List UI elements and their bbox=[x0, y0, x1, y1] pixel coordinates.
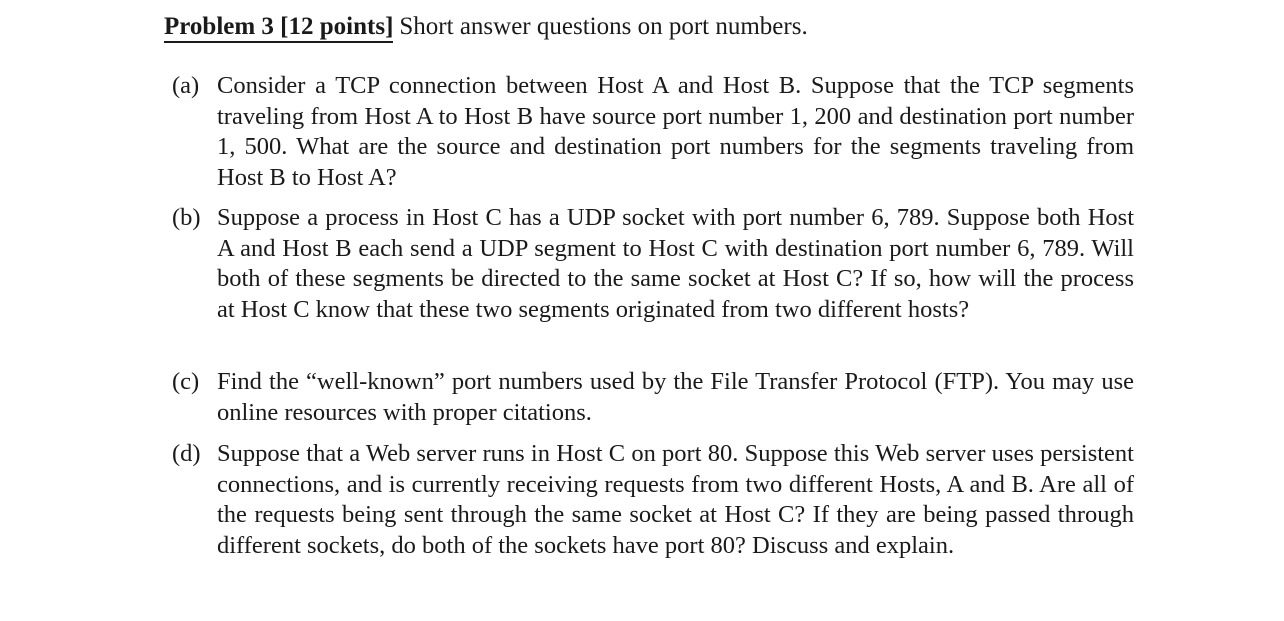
question-label: (a) bbox=[172, 72, 200, 99]
problem-description: Short answer questions on port numbers. bbox=[399, 13, 808, 40]
question-text: Suppose that a Web server runs in Host C on port 80. Suppose this Web server uses persistent connections, and is currently receiving requests from two different Hosts, A and B. Are all of the requests being sent through the same socket at Host C? If they are being passed through different sockets, do both of the sockets have port 80? Discuss and explain. bbox=[217, 440, 1134, 559]
question-text: Suppose a process in Host C has a UDP socket with port number 6, 789. Suppose both Host A and Host B each send a UDP segment to Host C with destination port number 6, 789. Will both of these segments be directed to the same socket at Host C? If so, how will the process at Host C know that these two segments originated from two different hosts? bbox=[217, 204, 1134, 323]
question-a bbox=[172, 71, 1134, 193]
question-text: Consider a TCP connection between Host A and Host B. Suppose that the TCP segments traveling from Host A to Host B have source port number 1, 200 and destination port number 1, 500. What are the source and destination port numbers for the segments traveling from Host B to Host A? bbox=[217, 72, 1134, 191]
question-b bbox=[172, 203, 1134, 325]
question-c bbox=[172, 367, 1134, 428]
question-label: (b) bbox=[172, 204, 201, 231]
question-label: (d) bbox=[172, 440, 201, 467]
problem-title: Problem 3 [12 points] bbox=[164, 13, 393, 43]
question-text: Find the “well-known” port numbers used by the File Transfer Protocol (FTP). You may use online resources with proper citations. bbox=[217, 368, 1134, 426]
question-label: (c) bbox=[172, 368, 200, 395]
problem-heading bbox=[164, 10, 808, 44]
question-d bbox=[172, 439, 1134, 561]
